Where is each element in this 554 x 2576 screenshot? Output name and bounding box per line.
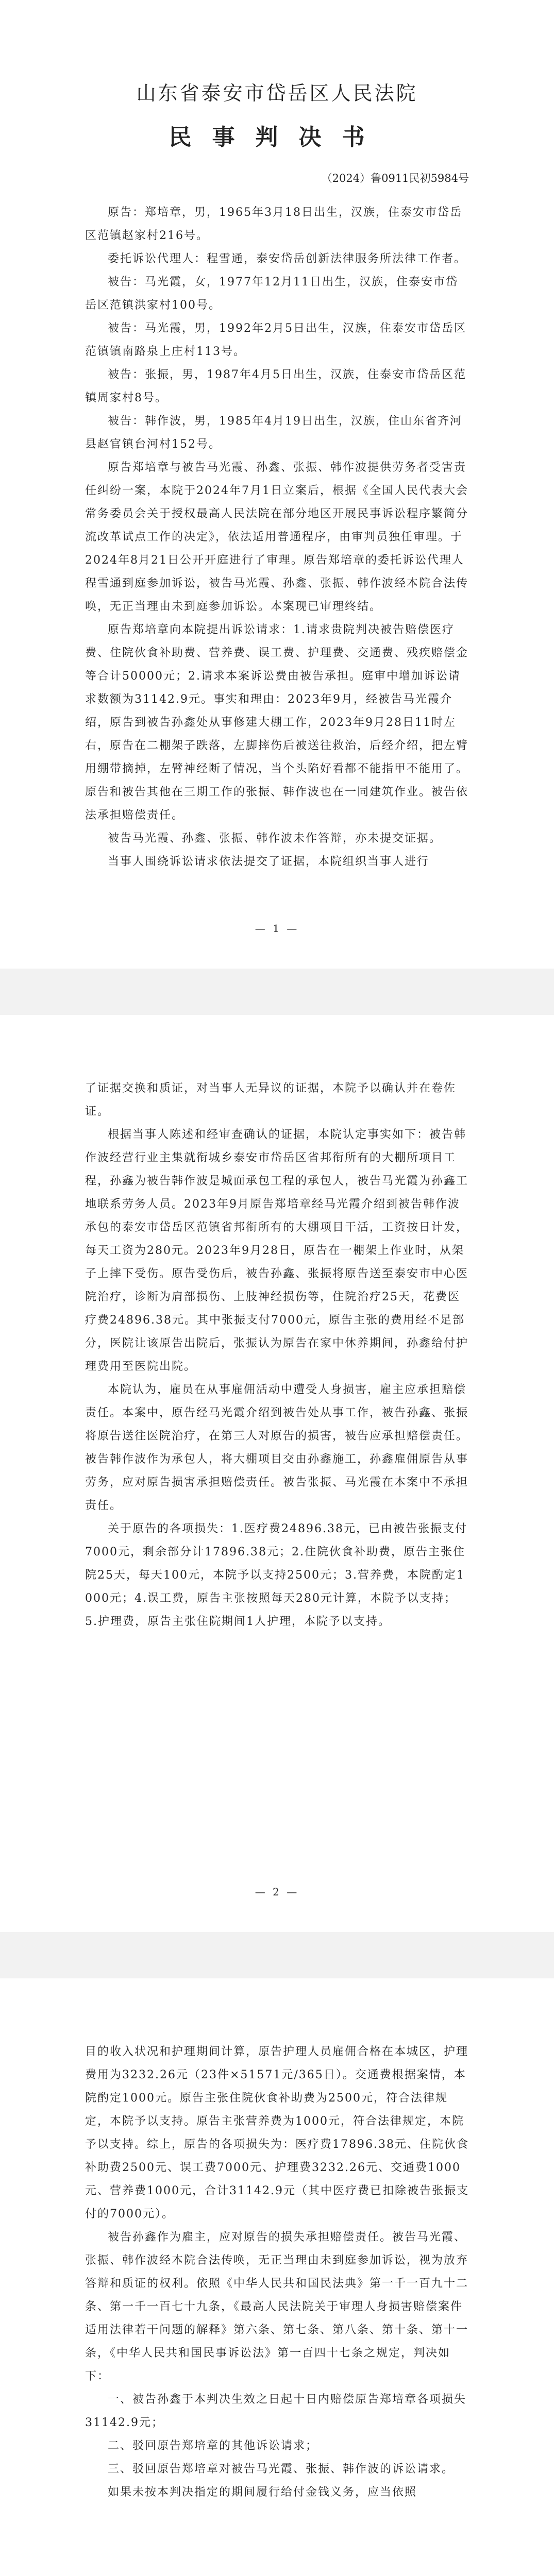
document-title: 民事判决书 bbox=[169, 124, 385, 150]
page-number: — 2 — bbox=[255, 1886, 299, 1898]
paragraph: 如果未按本判决指定的期间履行给付金钱义务，应当依照 bbox=[108, 2486, 417, 2499]
paragraph: 原告郑培章与被告马光霞、孙鑫、张振、韩作波提供劳务者受害责任纠纷一案，本院于2024年7月1日立案后，根据《全国人民代表大会常务委员会关于授权最高人民法院在部分地区开展民事诉讼程序繁简分流改革试点工作的决定》，依法适用普通程序，由审判员独任审理。于2024年8月21日公开开庭进行了审理。原告郑培章的委托诉讼代理人程雪通到庭参加诉讼，被告马光霞、孙鑫、张振、韩作波经本院合法传唤，无正当理由未到庭参加诉讼。本案现已审理终结。 bbox=[85, 461, 469, 613]
paragraph: 被告孙鑫作为雇主，应对原告的损失承担赔偿责任。被告马光霞、张振、韩作波经本院合法传唤，无正当理由未到庭参加诉讼，视为放弃答辩和质证的权利。依照《中华人民共和国民法典》第一千一百九十二条、第一千一百七十九条，《最高人民法院关于审理人身损害赔偿案件适用法律若干问题的解释》第六条、第七条、第八条、第十条、第十一条，《中华人民共和国民事诉讼法》第一百四十七条之规定，判决如下： bbox=[85, 2231, 469, 2383]
page-2 bbox=[0, 1015, 554, 1932]
paragraph: 委托诉讼代理人：程雪通，泰安岱岳创新法律服务所法律工作者。 bbox=[108, 252, 467, 265]
paragraph: 根据当事人陈述和经审查确认的证据，本院认定事实如下：被告韩作波经营行业主集就衔城乡泰安市岱岳区省邦衔所有的大棚所项目工程，孙鑫为被告韩作波是城面承包工程的承包人，被告马光霞为孙鑫工地联系劳务人员。2023年9月原告郑培章经马光霞介绍到被告韩作波承包的泰安市岱岳区范镇省邦衔所有的大棚项目干活，工资按日计发，每天工资为280元。2023年9月28日，原告在一棚架上作业时，从架子上摔下受伤。原告受伤后，被告孙鑫、张振将原告送至泰安市中心医院治疗，诊断为肩部损伤、上肢神经损伤等，住院治疗25天，花费医疗费24896.38元。其中张振支付7000元，原告主张的费用经不足部分，医院让该原告出院后，张振认为原告在家中休养期间，孙鑫给付护理费用至医院出院。 bbox=[85, 1128, 469, 1373]
paragraph: 被告马光霞、孙鑫、张振、韩作波未作答辩，亦未提交证据。 bbox=[108, 832, 442, 845]
paragraph: 被告：张振，男，1987年4月5日出生，汉族，住泰安市岱岳区范镇周家村8号。 bbox=[85, 368, 466, 404]
paragraph: 了证据交换和质证，对当事人无异议的证据，本院予以确认并在卷佐证。 bbox=[85, 1082, 457, 1118]
court-name: 山东省泰安市岱岳区人民法院 bbox=[136, 82, 418, 105]
page-separator bbox=[0, 1932, 554, 1978]
paragraph: 原告郑培章向本院提出诉讼请求：1.请求贵院判决被告赔偿医疗费、住院伙食补助费、营养费、误工费、护理费、交通费、残疾赔偿金等合计50000元；2.请求本案诉讼费由被告承担。庭审中增加诉讼请求数额为31142.9元。事实和理由：2023年9月，经被告马光霞介绍，原告到被告孙鑫处从事修建大棚工作，2023年9月28日11时左右，原告在二棚架子跌落，左脚摔伤后被送往救治，后经介绍，把左臂用绷带摘掉，左臂神经断了情况，当个头陷好看都不能指甲不能用了。原告和被告其他在三期工作的张振、韩作波也在一同建筑作业。被告依法承担赔偿责任。 bbox=[85, 623, 469, 822]
page-3 bbox=[0, 1978, 554, 2576]
paragraph: 本院认为，雇员在从事雇佣活动中遭受人身损害，雇主应承担赔偿责任。本案中，原告经马光霞介绍到被告处从事工作，被告孙鑫、张振将原告送往医院治疗，在第三人对原告的损害，被告应承担赔偿责任。被告韩作波作为承包人，将大棚项目交由孙鑫施工，孙鑫雇佣原告从事劳务，应对原告损害承担赔偿责任。被告张振、马光霞在本案中不承担责任。 bbox=[85, 1383, 469, 1512]
page-1 bbox=[0, 0, 554, 969]
paragraph: 一、被告孙鑫于本判决生效之日起十日内赔偿原告郑培章各项损失31142.9元； bbox=[85, 2393, 467, 2429]
paragraph: 关于原告的各项损失：1.医疗费24896.38元，已由被告张振支付7000元，剩余部分计17896.38元；2.住院伙食补助费，原告主张住院25天，每天100元，本院予以支持2500元；3.营养费，本院酌定1000元；4.误工费，原告主张按照每天280元计算，本院予以支持；5.护理费，原告主张住院期间1人护理，本院予以支持。 bbox=[85, 1522, 467, 1628]
paragraph: 三、驳回原告郑培章对被告马光霞、张振、韩作波的诉讼请求。 bbox=[108, 2463, 455, 2476]
page-number: — 1 — bbox=[255, 922, 299, 935]
case-number: （2024）鲁0911民初5984号 bbox=[321, 172, 469, 184]
page-3-body bbox=[85, 2040, 469, 2504]
paragraph: 二、驳回原告郑培章的其他诉讼请求； bbox=[108, 2439, 318, 2452]
paragraph: 被告：马光霞，男，1992年2月5日出生，汉族，住泰安市岱岳区范镇镇南路泉上庄村113号。 bbox=[85, 322, 466, 358]
paragraph: 被告：韩作波，男，1985年4月19日出生，汉族，住山东省齐河县赵官镇台河村152号。 bbox=[85, 415, 462, 451]
paragraph: 被告：马光霞，女，1977年12月11日出生，汉族，住泰安市岱岳区范镇洪家村100号。 bbox=[85, 276, 458, 312]
page-2-body bbox=[85, 1077, 469, 1633]
page-separator bbox=[0, 969, 554, 1015]
page-1-body bbox=[85, 201, 469, 873]
paragraph: 原告：郑培章，男，1965年3月18日出生，汉族，住泰安市岱岳区范镇赵家村216号。 bbox=[85, 206, 462, 242]
paragraph: 目的收入状况和护理期间计算，原告护理人员雇佣合格在本城区，护理费用为3232.26元（23件×51571元/365日）。交通费根据案情，本院酌定1000元。原告主张住院伙食补助费为2500元，符合法律规定，本院予以支持。原告主张营养费为1000元，符合法律规定，本院予以支持。综上，原告的各项损失为：医疗费17896.38元、住院伙食补助费2500元、误工费7000元、护理费3232.26元、交通费1000元、营养费1000元，合计31142.9元（其中医疗费已扣除被告张振支付的7000元）。 bbox=[85, 2045, 469, 2221]
paragraph: 当事人围绕诉讼请求依法提交了证据，本院组织当事人进行 bbox=[108, 855, 430, 868]
